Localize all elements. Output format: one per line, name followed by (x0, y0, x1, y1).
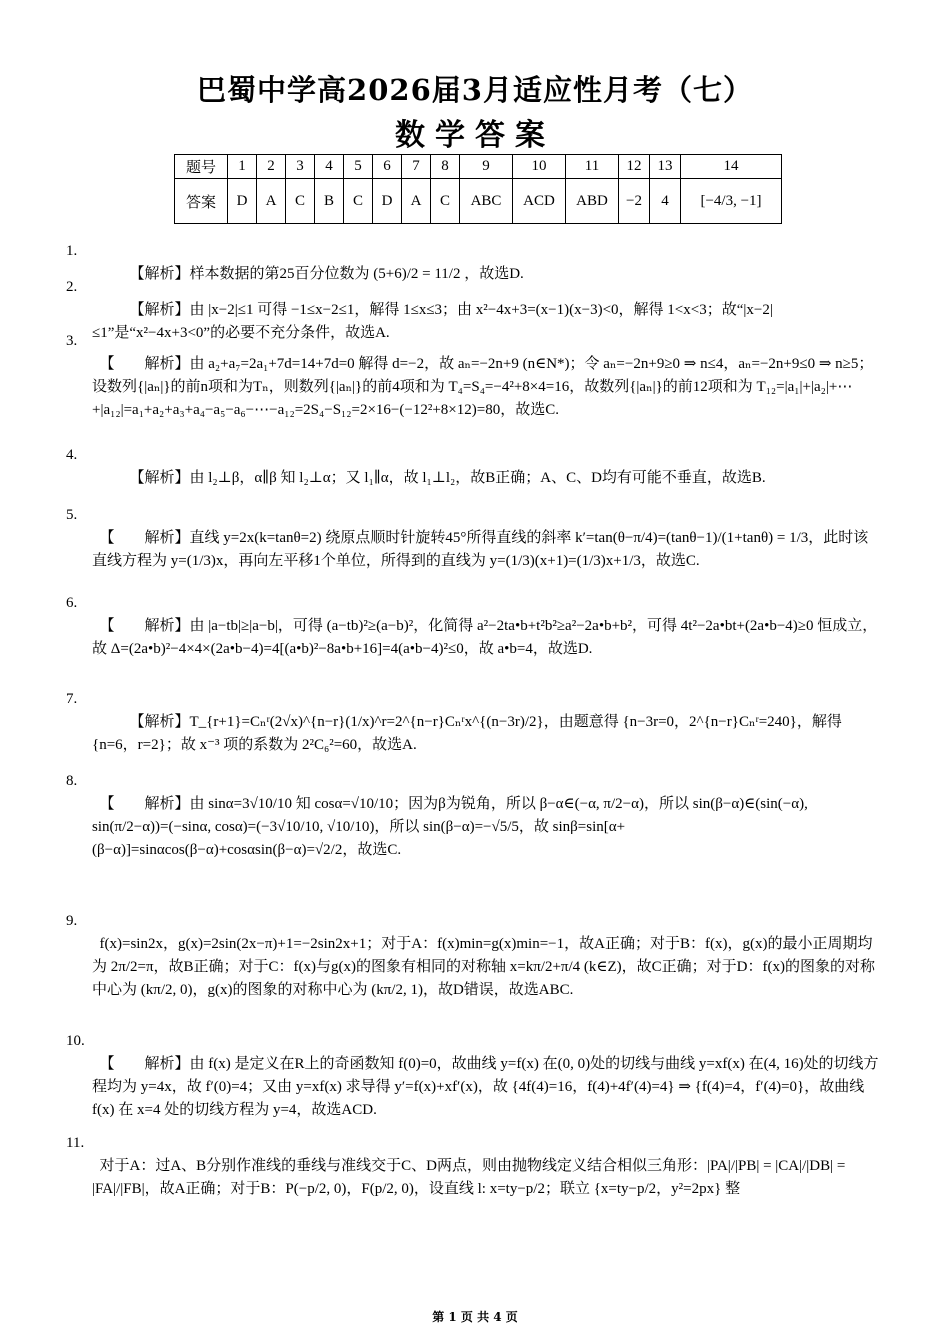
question-number: 13 (650, 155, 681, 179)
solution-10 (66, 1030, 882, 1122)
answer-cell: C (344, 179, 373, 224)
solution-1 (66, 240, 882, 282)
answer-cell: ABD (566, 179, 619, 224)
question-number: 5 (344, 155, 373, 179)
solution-text: 【 解析】由 f(x) 是定义在R上的奇函数知 f(0)=0，故曲线 y=f(x) 在(0, 0)处的切线与曲线 y=xf(x) 在(4, 16)处的切线方程均为 y=4x，故 f′(0)=4；又由 y=xf(x) 求导得 y′=f(x)+xf′(x)，故 {4f(4)=16，f(4)+4f′(4)=4} ⇒ {f(4)=4，f′(4)=0}，故曲线 f(x) 在 x=4 处的切线方程为 y=4，故选ACD. (92, 1056, 879, 1118)
question-number: 6 (373, 155, 402, 179)
solution-6 (66, 592, 882, 661)
question-number: 10 (513, 155, 566, 179)
page-title: 巴蜀中学高2026届3月适应性月考（七） (197, 73, 753, 107)
solution-number: 11. (66, 1135, 85, 1151)
question-number: 9 (460, 155, 513, 179)
answer-cell: C (431, 179, 460, 224)
question-number: 11 (566, 155, 619, 179)
solution-3 (66, 330, 882, 445)
answer-table (174, 154, 782, 224)
answer-cell: −2 (619, 179, 650, 224)
solution-number: 4. (66, 447, 78, 463)
solution-text: 对于A：过A、B分别作准线的垂线与准线交于C、D两点，则由抛物线定义结合相似三角形：|PA|/|PB| = |CA|/|DB| = |FA|/|FB|，故A正确；对于B：P(−p/2, 0)，F(p/2, 0)，设直线 l: x=ty−p/2；联立 {x=ty−p/2，y²=2px} 整 (92, 1158, 850, 1197)
row-label-answer: 答案 (175, 179, 228, 224)
solution-text: 【解析】样本数据的第25百分位数为 (5+6)/2 = 11/2 ，故选D. (99, 266, 524, 282)
answer-cell: ACD (513, 179, 566, 224)
question-number: 4 (315, 155, 344, 179)
solution-number: 7. (66, 691, 78, 707)
solution-text: f(x)=sin2x，g(x)=2sin(2x−π)+1=−2sin2x+1；对于A：f(x)min=g(x)min=−1，故A正确；对于B：f(x)，g(x)的最小正周期均为 2π/2=π，故B正确；对于C：f(x)与g(x)的图象有相同的对称轴 x=kπ/2+π/4 (k∈Z)，故C正确；对于D：f(x)的图象的对称中心为 (kπ/2, 0)，g(x)的图象的对称中心为 (kπ/2, 1)，故D错误，故选ABC. (92, 936, 875, 998)
solution-text: 【 解析】由 |a−tb|≥|a−b|，可得 (a−tb)²≥(a−b)²，化简得 a²−2ta•b+t²b²≥a²−2a•b+b²，可得 4t²−2a•bt+(2a•b−4)≥0 恒成立，故 Δ=(2a•b)²−4×4×(2a•b−4)=4[(a•b)²−8a•b+16]=4(a•b−4)²≤0，故 a•b=4，故选D. (92, 618, 878, 657)
solution-number: 2. (66, 279, 78, 295)
answer-cell: B (315, 179, 344, 224)
page-number: 第 1 页 共 4 页 (432, 1310, 518, 1324)
solution-text: 【 解析】直线 y=2x(k=tanθ=2) 绕原点顺时针旋转45°所得直线的斜率 k′=tan(θ−π/4)=(tanθ−1)/(1+tanθ) = 1/3，此时该直线方程为 y=(1/3)x，再向左平移1个单位，所得到的直线为 y=(1/3)(x+1)=(1/3)x+1/3，故选C. (92, 530, 869, 569)
page-subtitle: 数学答案 (395, 118, 555, 153)
answer-cell: D (228, 179, 257, 224)
solution-text: 【 解析】由 sinα=3√10/10 知 cosα=√10/10；因为β为锐角，所以 β−α∈(−α, π/2−α)，所以 sin(β−α)∈(sin(−α), sin(π/2−α))=(−sinα, cosα)=(−3√10/10, √10/10)，所以 sin(β−α)=−√5/5，故 sinβ=sin[α+(β−α)]=sinαcos(β−α)+cosαsin(β−α)=√2/2，故选C. (92, 796, 812, 858)
answer-cell: 4 (650, 179, 681, 224)
answer-cell: [−4/3, −1] (681, 179, 782, 224)
question-number: 14 (681, 155, 782, 179)
solution-text: 【 解析】由 a₂+a₇=2a₁+7d=14+7d=0 解得 d=−2，故 aₙ=−2n+9 (n∈N*)；令 aₙ=−2n+9≥0 ⇒ n≤4，aₙ=−2n+9≤0 ⇒ n≥5；设数列{|aₙ|}的前n项和为Tₙ，则数列{|aₙ|}的前4项和为 T₄=S₄=−4²+8×4=16，故数列{|aₙ|}的前12项和为 T₁₂=|a₁|+|a₂|+⋯+|a₁₂|=a₁+a₂+a₃+a₄−a₅−a₆−⋯−a₁₂=2S₄−S₁₂=2×16−(−12²+8×12)=80，故选C. (92, 356, 874, 418)
answer-table-answer-row (175, 179, 782, 224)
solution-text: 【解析】由 l₂⊥β，α∥β 知 l₂⊥α；又 l₁∥α，故 l₁⊥l₂，故B正确；A、C、D均有可能不垂直，故选B. (99, 470, 766, 486)
solution-7 (66, 688, 882, 757)
solution-number: 10. (66, 1033, 85, 1049)
question-number: 7 (402, 155, 431, 179)
answer-cell: ABC (460, 179, 513, 224)
solution-4 (66, 444, 882, 490)
question-number: 1 (228, 155, 257, 179)
solution-number: 8. (66, 773, 78, 789)
question-number: 3 (286, 155, 315, 179)
answer-cell: A (402, 179, 431, 224)
solution-9 (66, 910, 882, 1002)
question-number: 12 (619, 155, 650, 179)
solution-8 (66, 770, 882, 885)
question-number: 8 (431, 155, 460, 179)
answer-table-header-row (175, 155, 782, 179)
solution-number: 3. (66, 333, 78, 349)
solution-11 (66, 1132, 882, 1224)
solution-number: 6. (66, 595, 78, 611)
answer-cell: A (257, 179, 286, 224)
solution-number: 9. (66, 913, 78, 929)
solution-number: 5. (66, 507, 78, 523)
solution-text: 【解析】T_{r+1}=Cₙʳ(2√x)^{n−r}(1/x)^r=2^{n−r}Cₙʳx^{(n−3r)/2}，由题意得 {n−3r=0，2^{n−r}Cₙʳ=240}，解得 {n=6，r=2}；故 x⁻³ 项的系数为 2²C₆²=60，故选A. (92, 714, 846, 753)
solution-2 (66, 276, 882, 341)
solution-5 (66, 504, 882, 573)
answer-cell: D (373, 179, 402, 224)
answer-cell: C (286, 179, 315, 224)
solution-text: 【解析】由 |x−2|≤1 可得 −1≤x−2≤1，解得 1≤x≤3；由 x²−4x+3=(x−1)(x−3)<0，解得 1<x<3；故“|x−2|≤1”是“x²−4x+3<0”的必要不充分条件，故选A. (92, 302, 773, 341)
solution-number: 1. (66, 243, 78, 259)
question-number: 2 (257, 155, 286, 179)
row-label-question: 题号 (175, 155, 228, 179)
